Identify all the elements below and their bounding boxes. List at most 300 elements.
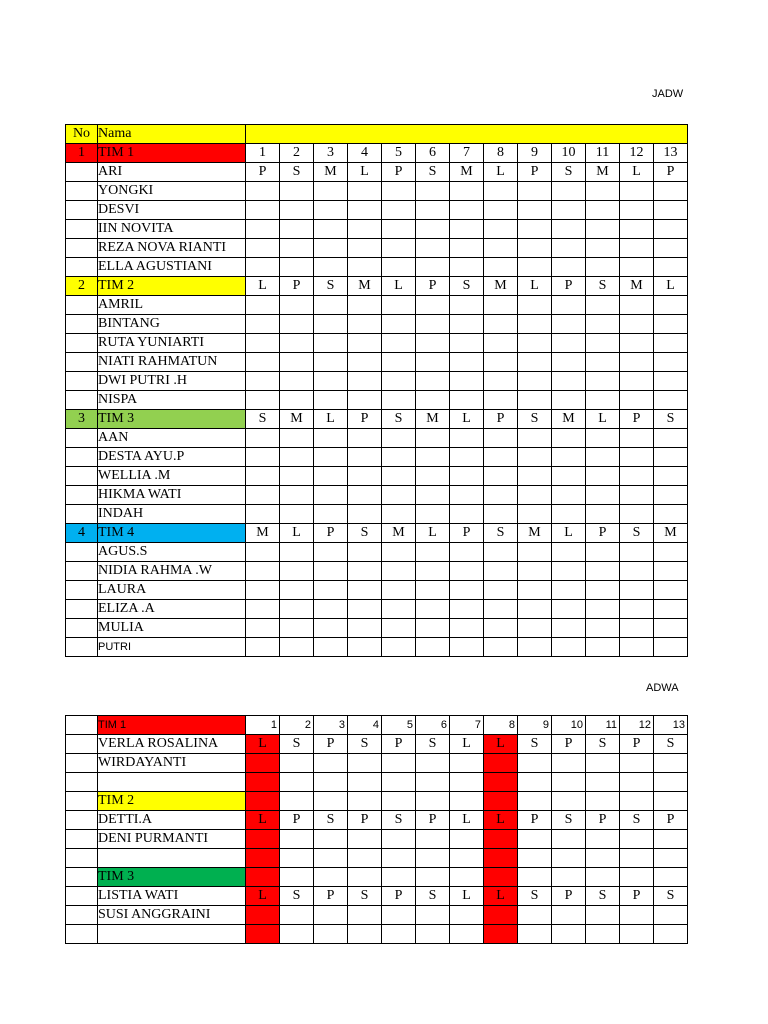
shift-cell[interactable] (654, 391, 688, 410)
day-cell[interactable]: S (382, 410, 416, 429)
shift-cell[interactable] (450, 792, 484, 811)
day-cell[interactable]: L (416, 524, 450, 543)
shift-cell[interactable] (552, 467, 586, 486)
shift-cell[interactable] (416, 429, 450, 448)
team-name[interactable]: TIM 4 (98, 524, 246, 543)
day-cell[interactable]: L (382, 277, 416, 296)
shift-cell[interactable]: S (382, 811, 416, 830)
day-cell[interactable]: S (314, 277, 348, 296)
day-cell[interactable]: 1 (246, 716, 280, 735)
shift-cell[interactable] (450, 849, 484, 868)
shift-cell[interactable] (450, 239, 484, 258)
shift-cell[interactable]: S (518, 887, 552, 906)
member-name[interactable]: VERLA ROSALINA (98, 735, 246, 754)
shift-cell[interactable] (246, 467, 280, 486)
shift-cell[interactable] (416, 638, 450, 657)
shift-cell[interactable] (348, 258, 382, 277)
shift-cell[interactable]: L (620, 163, 654, 182)
shift-cell[interactable] (348, 239, 382, 258)
shift-cell[interactable] (552, 315, 586, 334)
day-cell[interactable]: 12 (620, 716, 654, 735)
shift-cell[interactable] (416, 467, 450, 486)
day-cell[interactable]: M (518, 524, 552, 543)
shift-cell[interactable] (348, 467, 382, 486)
day-cell[interactable]: 5 (382, 144, 416, 163)
shift-cell[interactable] (586, 505, 620, 524)
member-name[interactable]: DESVI (98, 201, 246, 220)
shift-cell[interactable] (348, 906, 382, 925)
shift-cell[interactable] (382, 581, 416, 600)
shift-cell[interactable] (246, 201, 280, 220)
shift-cell[interactable] (450, 505, 484, 524)
shift-cell[interactable]: L (450, 811, 484, 830)
day-cell[interactable]: 2 (280, 716, 314, 735)
shift-cell[interactable] (586, 581, 620, 600)
shift-cell[interactable]: L (484, 887, 518, 906)
member-name[interactable]: LISTIA WATI (98, 887, 246, 906)
member-name[interactable]: BINTANG (98, 315, 246, 334)
day-cell[interactable]: L (246, 277, 280, 296)
shift-cell[interactable] (314, 906, 348, 925)
shift-cell[interactable] (280, 353, 314, 372)
shift-cell[interactable] (382, 792, 416, 811)
member-name[interactable]: DWI PUTRI .H (98, 372, 246, 391)
shift-cell[interactable] (518, 868, 552, 887)
shift-cell[interactable] (246, 638, 280, 657)
shift-cell[interactable] (654, 849, 688, 868)
shift-cell[interactable] (246, 182, 280, 201)
shift-cell[interactable]: P (552, 887, 586, 906)
shift-cell[interactable] (484, 773, 518, 792)
shift-cell[interactable] (280, 868, 314, 887)
shift-cell[interactable] (518, 925, 552, 944)
shift-cell[interactable] (586, 296, 620, 315)
team-name[interactable]: TIM 2 (98, 792, 246, 811)
shift-cell[interactable] (450, 638, 484, 657)
number-cell[interactable] (66, 925, 98, 944)
day-cell[interactable]: 9 (518, 716, 552, 735)
shift-cell[interactable] (620, 600, 654, 619)
shift-cell[interactable] (280, 543, 314, 562)
shift-cell[interactable] (314, 372, 348, 391)
shift-cell[interactable] (348, 600, 382, 619)
shift-cell[interactable] (552, 334, 586, 353)
day-cell[interactable]: P (552, 277, 586, 296)
shift-cell[interactable] (416, 448, 450, 467)
shift-cell[interactable]: P (620, 887, 654, 906)
shift-cell[interactable] (484, 448, 518, 467)
shift-cell[interactable] (552, 372, 586, 391)
day-cell[interactable]: 6 (416, 716, 450, 735)
number-cell[interactable] (66, 448, 98, 467)
day-cell[interactable]: M (246, 524, 280, 543)
shift-cell[interactable] (552, 353, 586, 372)
shift-cell[interactable] (620, 315, 654, 334)
shift-cell[interactable] (586, 220, 620, 239)
shift-cell[interactable] (416, 792, 450, 811)
shift-cell[interactable] (450, 868, 484, 887)
day-cell[interactable]: 3 (314, 144, 348, 163)
shift-cell[interactable] (518, 296, 552, 315)
shift-cell[interactable] (314, 830, 348, 849)
shift-cell[interactable] (280, 296, 314, 315)
shift-cell[interactable]: S (586, 887, 620, 906)
shift-cell[interactable] (552, 849, 586, 868)
shift-cell[interactable] (586, 448, 620, 467)
shift-cell[interactable] (620, 334, 654, 353)
day-cell[interactable]: S (586, 277, 620, 296)
shift-cell[interactable] (620, 562, 654, 581)
shift-cell[interactable] (484, 296, 518, 315)
number-cell[interactable] (66, 315, 98, 334)
day-cell[interactable]: 8 (484, 716, 518, 735)
shift-cell[interactable] (382, 600, 416, 619)
shift-cell[interactable] (348, 773, 382, 792)
shift-cell[interactable]: S (348, 887, 382, 906)
shift-cell[interactable] (518, 619, 552, 638)
shift-cell[interactable] (382, 562, 416, 581)
day-cell[interactable]: L (586, 410, 620, 429)
shift-cell[interactable]: S (552, 811, 586, 830)
shift-cell[interactable] (518, 391, 552, 410)
member-name[interactable]: DESTA AYU.P (98, 448, 246, 467)
shift-cell[interactable] (348, 792, 382, 811)
day-cell[interactable]: S (450, 277, 484, 296)
shift-cell[interactable] (620, 353, 654, 372)
shift-cell[interactable] (620, 754, 654, 773)
shift-cell[interactable] (246, 906, 280, 925)
shift-cell[interactable] (518, 220, 552, 239)
shift-cell[interactable] (314, 562, 348, 581)
shift-cell[interactable] (416, 182, 450, 201)
shift-cell[interactable] (586, 754, 620, 773)
member-name[interactable]: YONGKI (98, 182, 246, 201)
shift-cell[interactable] (416, 562, 450, 581)
shift-cell[interactable] (348, 448, 382, 467)
shift-cell[interactable] (382, 619, 416, 638)
shift-cell[interactable] (382, 201, 416, 220)
shift-cell[interactable] (518, 792, 552, 811)
shift-cell[interactable] (348, 334, 382, 353)
shift-cell[interactable] (382, 220, 416, 239)
shift-cell[interactable] (382, 182, 416, 201)
number-cell[interactable] (66, 792, 98, 811)
shift-cell[interactable] (620, 448, 654, 467)
header-no[interactable]: No (66, 125, 98, 144)
shift-cell[interactable] (314, 543, 348, 562)
shift-cell[interactable]: L (246, 811, 280, 830)
shift-cell[interactable] (314, 448, 348, 467)
shift-cell[interactable] (654, 600, 688, 619)
shift-cell[interactable] (552, 600, 586, 619)
shift-cell[interactable] (620, 467, 654, 486)
shift-cell[interactable] (314, 581, 348, 600)
shift-cell[interactable]: L (450, 735, 484, 754)
shift-cell[interactable] (654, 486, 688, 505)
shift-cell[interactable] (518, 906, 552, 925)
shift-cell[interactable] (246, 353, 280, 372)
member-name[interactable]: SUSI ANGGRAINI (98, 906, 246, 925)
shift-cell[interactable] (654, 258, 688, 277)
shift-cell[interactable] (314, 925, 348, 944)
shift-cell[interactable] (246, 849, 280, 868)
number-cell[interactable] (66, 220, 98, 239)
team-name[interactable]: TIM 2 (98, 277, 246, 296)
shift-cell[interactable]: P (654, 811, 688, 830)
shift-cell[interactable] (280, 830, 314, 849)
day-cell[interactable]: P (586, 524, 620, 543)
member-name[interactable]: NIDIA RAHMA .W (98, 562, 246, 581)
shift-cell[interactable] (586, 543, 620, 562)
member-name[interactable]: HIKMA WATI (98, 486, 246, 505)
shift-cell[interactable] (654, 448, 688, 467)
shift-cell[interactable] (416, 619, 450, 638)
day-cell[interactable]: 8 (484, 144, 518, 163)
shift-cell[interactable] (586, 638, 620, 657)
shift-cell[interactable] (348, 543, 382, 562)
shift-cell[interactable]: P (348, 811, 382, 830)
member-name[interactable] (98, 849, 246, 868)
member-name[interactable]: LAURA (98, 581, 246, 600)
shift-cell[interactable] (348, 562, 382, 581)
shift-cell[interactable] (586, 619, 620, 638)
day-cell[interactable]: S (620, 524, 654, 543)
shift-cell[interactable] (246, 258, 280, 277)
shift-cell[interactable] (416, 372, 450, 391)
shift-cell[interactable] (246, 619, 280, 638)
shift-cell[interactable] (518, 830, 552, 849)
shift-cell[interactable] (518, 562, 552, 581)
shift-cell[interactable] (280, 600, 314, 619)
shift-cell[interactable] (484, 638, 518, 657)
number-cell[interactable] (66, 505, 98, 524)
shift-cell[interactable] (416, 505, 450, 524)
day-cell[interactable]: M (280, 410, 314, 429)
shift-cell[interactable] (586, 391, 620, 410)
shift-cell[interactable]: S (518, 735, 552, 754)
shift-cell[interactable] (654, 868, 688, 887)
shift-cell[interactable] (654, 619, 688, 638)
shift-cell[interactable] (382, 906, 416, 925)
shift-cell[interactable] (416, 391, 450, 410)
header-nama[interactable]: Nama (98, 125, 246, 144)
day-cell[interactable]: 2 (280, 144, 314, 163)
shift-cell[interactable] (450, 448, 484, 467)
shift-cell[interactable] (382, 239, 416, 258)
shift-cell[interactable] (518, 239, 552, 258)
shift-cell[interactable] (450, 429, 484, 448)
number-cell[interactable] (66, 868, 98, 887)
shift-cell[interactable] (246, 505, 280, 524)
member-name[interactable]: REZA NOVA RIANTI (98, 239, 246, 258)
shift-cell[interactable] (246, 391, 280, 410)
shift-cell[interactable] (314, 792, 348, 811)
shift-cell[interactable] (586, 201, 620, 220)
shift-cell[interactable] (314, 391, 348, 410)
shift-cell[interactable]: P (552, 735, 586, 754)
shift-cell[interactable] (654, 467, 688, 486)
day-cell[interactable]: 7 (450, 144, 484, 163)
shift-cell[interactable] (620, 906, 654, 925)
shift-cell[interactable] (314, 505, 348, 524)
day-cell[interactable]: M (382, 524, 416, 543)
header-blank[interactable] (246, 125, 688, 144)
shift-cell[interactable] (484, 581, 518, 600)
shift-cell[interactable] (314, 619, 348, 638)
shift-cell[interactable] (382, 372, 416, 391)
day-cell[interactable]: M (620, 277, 654, 296)
number-cell[interactable] (66, 638, 98, 657)
shift-cell[interactable] (518, 315, 552, 334)
day-cell[interactable]: L (552, 524, 586, 543)
day-cell[interactable]: M (484, 277, 518, 296)
shift-cell[interactable] (654, 562, 688, 581)
day-cell[interactable]: S (484, 524, 518, 543)
shift-cell[interactable] (552, 505, 586, 524)
shift-cell[interactable] (620, 486, 654, 505)
day-cell[interactable]: 13 (654, 144, 688, 163)
member-name[interactable]: PUTRI (98, 638, 246, 657)
shift-cell[interactable] (246, 239, 280, 258)
shift-cell[interactable] (654, 505, 688, 524)
shift-cell[interactable] (314, 353, 348, 372)
shift-cell[interactable] (518, 334, 552, 353)
day-cell[interactable]: 9 (518, 144, 552, 163)
shift-cell[interactable] (620, 830, 654, 849)
shift-cell[interactable] (450, 334, 484, 353)
shift-cell[interactable] (586, 353, 620, 372)
number-cell[interactable] (66, 735, 98, 754)
team-number[interactable]: 4 (66, 524, 98, 543)
day-cell[interactable]: 7 (450, 716, 484, 735)
shift-cell[interactable] (484, 619, 518, 638)
shift-cell[interactable] (314, 296, 348, 315)
shift-cell[interactable] (416, 486, 450, 505)
shift-cell[interactable] (314, 868, 348, 887)
day-cell[interactable]: L (518, 277, 552, 296)
team-name[interactable]: TIM 3 (98, 868, 246, 887)
shift-cell[interactable] (552, 581, 586, 600)
shift-cell[interactable] (280, 849, 314, 868)
shift-cell[interactable] (348, 201, 382, 220)
team-name[interactable]: TIM 3 (98, 410, 246, 429)
day-cell[interactable]: 10 (552, 716, 586, 735)
number-cell[interactable] (66, 830, 98, 849)
day-cell[interactable]: S (518, 410, 552, 429)
shift-cell[interactable] (348, 296, 382, 315)
shift-cell[interactable] (586, 600, 620, 619)
shift-cell[interactable] (654, 581, 688, 600)
member-name[interactable]: WELLIA .M (98, 467, 246, 486)
shift-cell[interactable] (280, 448, 314, 467)
member-name[interactable]: ELIZA .A (98, 600, 246, 619)
shift-cell[interactable] (586, 849, 620, 868)
shift-cell[interactable]: S (314, 811, 348, 830)
shift-cell[interactable] (314, 486, 348, 505)
shift-cell[interactable] (416, 906, 450, 925)
shift-cell[interactable] (654, 220, 688, 239)
shift-cell[interactable] (586, 868, 620, 887)
shift-cell[interactable]: P (518, 811, 552, 830)
shift-cell[interactable] (348, 505, 382, 524)
shift-cell[interactable] (450, 296, 484, 315)
shift-cell[interactable] (552, 925, 586, 944)
shift-cell[interactable] (416, 773, 450, 792)
shift-cell[interactable] (416, 239, 450, 258)
day-cell[interactable]: L (654, 277, 688, 296)
shift-cell[interactable] (620, 296, 654, 315)
shift-cell[interactable] (620, 619, 654, 638)
shift-cell[interactable]: S (654, 887, 688, 906)
shift-cell[interactable] (620, 391, 654, 410)
shift-cell[interactable] (348, 925, 382, 944)
shift-cell[interactable]: P (586, 811, 620, 830)
number-cell[interactable] (66, 543, 98, 562)
shift-cell[interactable]: P (314, 887, 348, 906)
member-name[interactable] (98, 773, 246, 792)
shift-cell[interactable] (314, 334, 348, 353)
shift-cell[interactable] (450, 773, 484, 792)
shift-cell[interactable] (280, 315, 314, 334)
shift-cell[interactable] (246, 830, 280, 849)
number-cell[interactable] (66, 754, 98, 773)
shift-cell[interactable] (382, 467, 416, 486)
day-cell[interactable]: S (348, 524, 382, 543)
shift-cell[interactable] (654, 792, 688, 811)
shift-cell[interactable] (246, 220, 280, 239)
member-name[interactable]: AMRIL (98, 296, 246, 315)
shift-cell[interactable] (280, 220, 314, 239)
member-name[interactable] (98, 925, 246, 944)
member-name[interactable]: NIATI RAHMATUN (98, 353, 246, 372)
shift-cell[interactable] (518, 448, 552, 467)
shift-cell[interactable] (416, 830, 450, 849)
shift-cell[interactable]: M (314, 163, 348, 182)
shift-cell[interactable] (620, 372, 654, 391)
day-cell[interactable]: 5 (382, 716, 416, 735)
shift-cell[interactable] (484, 600, 518, 619)
shift-cell[interactable] (246, 868, 280, 887)
shift-cell[interactable] (382, 849, 416, 868)
shift-cell[interactable] (348, 830, 382, 849)
shift-cell[interactable] (450, 353, 484, 372)
shift-cell[interactable] (552, 239, 586, 258)
shift-cell[interactable] (348, 849, 382, 868)
shift-cell[interactable] (620, 773, 654, 792)
shift-cell[interactable] (280, 505, 314, 524)
shift-cell[interactable] (314, 258, 348, 277)
shift-cell[interactable] (382, 773, 416, 792)
team-number[interactable]: 3 (66, 410, 98, 429)
team-number[interactable]: 1 (66, 144, 98, 163)
number-cell[interactable] (66, 811, 98, 830)
shift-cell[interactable] (416, 754, 450, 773)
number-cell[interactable] (66, 486, 98, 505)
shift-cell[interactable] (280, 334, 314, 353)
shift-cell[interactable] (348, 391, 382, 410)
shift-cell[interactable]: P (620, 735, 654, 754)
shift-cell[interactable] (314, 754, 348, 773)
shift-cell[interactable] (586, 372, 620, 391)
shift-cell[interactable] (484, 391, 518, 410)
shift-cell[interactable] (348, 220, 382, 239)
shift-cell[interactable] (450, 391, 484, 410)
shift-cell[interactable] (518, 543, 552, 562)
shift-cell[interactable]: L (348, 163, 382, 182)
shift-cell[interactable] (416, 315, 450, 334)
shift-cell[interactable] (280, 562, 314, 581)
shift-cell[interactable] (620, 925, 654, 944)
